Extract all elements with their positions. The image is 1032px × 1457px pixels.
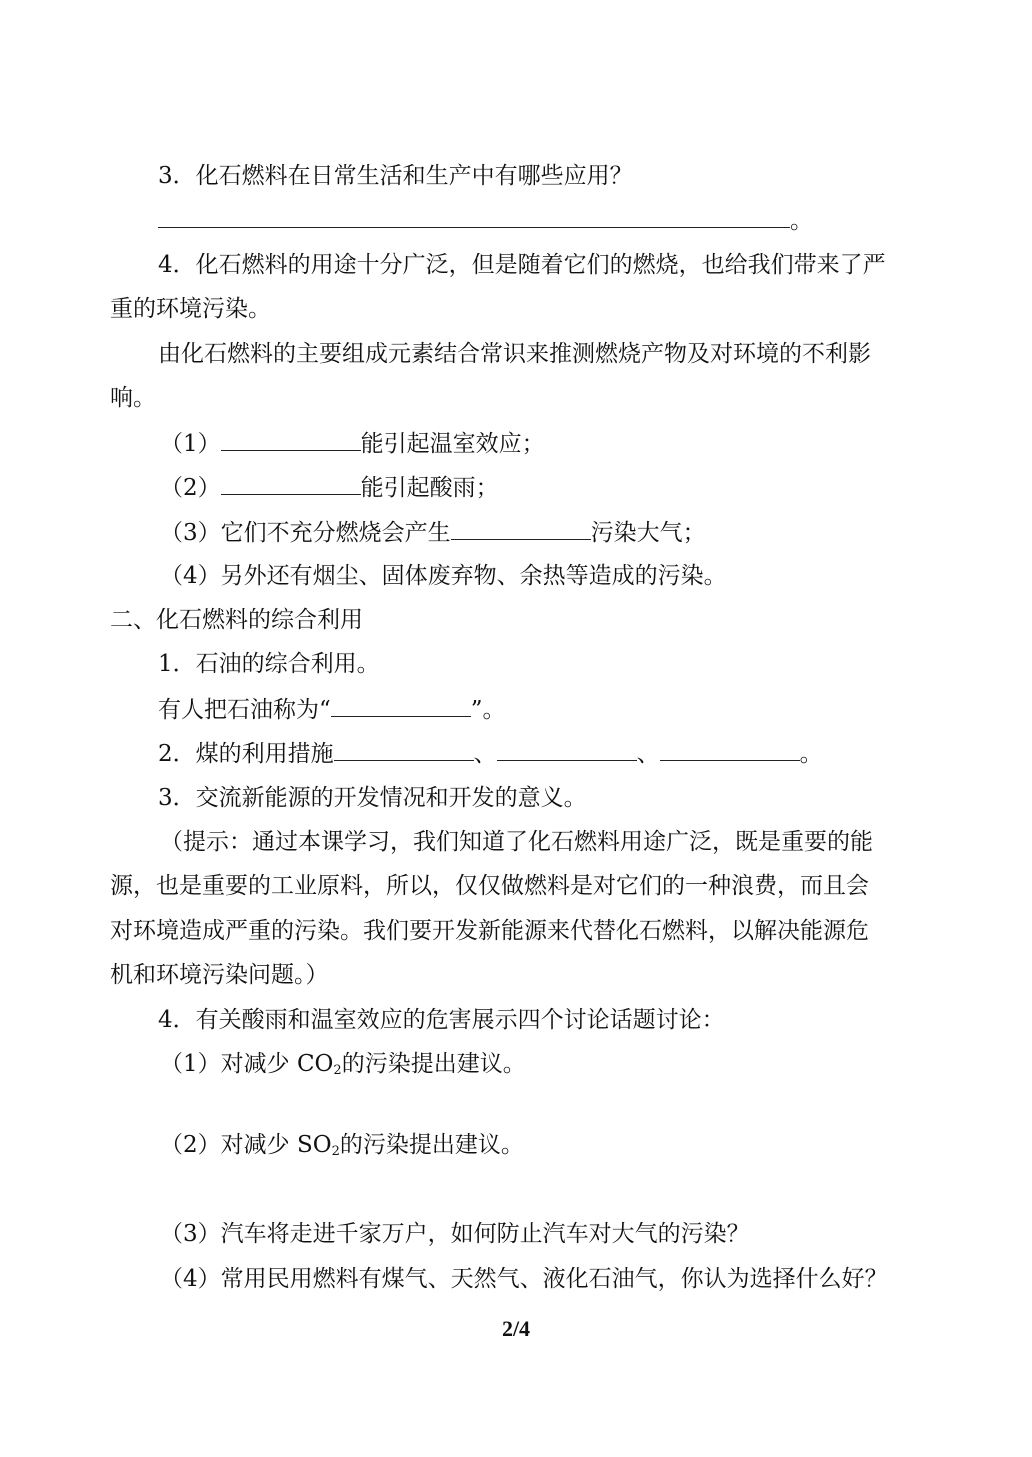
hint-line-4: 机和环境污染问题。）: [110, 962, 329, 988]
s2-p3: 3．交流新能源的开发情况和开发的意义。: [158, 785, 587, 811]
p2-prefix: 2．煤的利用措施: [158, 741, 334, 767]
s2-p1-fill: [158, 694, 506, 725]
item3-blank[interactable]: [451, 517, 591, 540]
q4-item3: [160, 517, 706, 548]
q4-item4: （4）另外还有烟尘、固体废弃物、余热等造成的污染。: [160, 563, 727, 589]
item1-label: （1）: [160, 431, 221, 457]
page-number: 2/4: [501, 1316, 531, 1341]
s2-p4: 4．有关酸雨和温室效应的危害展示四个讨论话题讨论：: [158, 1007, 725, 1033]
item3-label: （3）它们不充分燃烧会产生: [160, 520, 451, 546]
d2-prefix: （2）对减少 SO: [160, 1132, 332, 1158]
discussion-4: （4）常用民用燃料有煤气、天然气、液化石油气，你认为选择什么好？: [160, 1266, 888, 1292]
q3-answer-line: [158, 205, 813, 236]
d2-subscript: 2: [331, 1144, 340, 1159]
item3-suffix: 污染大气；: [590, 520, 706, 546]
q3-period: 。: [790, 208, 813, 234]
p2-sep2: 、: [636, 741, 660, 767]
p2-blank-3[interactable]: [660, 738, 800, 761]
item2-label: （2）: [160, 475, 221, 501]
item2-blank[interactable]: [221, 472, 361, 495]
d2-suffix: 的污染提出建议。: [339, 1132, 524, 1158]
s2-p1: 1．石油的综合利用。: [158, 651, 380, 677]
d1-prefix: （1）对减少 CO: [160, 1051, 334, 1077]
discussion-1: [160, 1049, 526, 1086]
p1-blank[interactable]: [331, 694, 471, 717]
q4-line4: 响。: [110, 385, 156, 411]
s2-p2: [158, 738, 823, 769]
item1-suffix: 能引起温室效应；: [360, 431, 545, 457]
discussion-2: [160, 1130, 524, 1167]
p2-blank-2[interactable]: [497, 738, 637, 761]
q3-text: 3．化石燃料在日常生活和生产中有哪些应用？: [158, 163, 633, 189]
q4-line1: 4．化石燃料的用途十分广泛，但是随着它们的燃烧，也给我们带来了严: [158, 252, 886, 278]
hint-line-3: 对环境造成严重的污染。我们要开发新能源来代替化石燃料，以解决能源危: [110, 918, 869, 944]
p2-sep1: 、: [473, 741, 497, 767]
section-title: 二、化石燃料的综合利用: [110, 607, 363, 633]
p1-fill-suffix: ”。: [470, 697, 506, 723]
p2-blank-1[interactable]: [334, 738, 474, 761]
q4-line3: 由化石燃料的主要组成元素结合常识来推测燃烧产物及对环境的不利影: [158, 341, 871, 367]
item1-blank[interactable]: [221, 428, 361, 451]
item2-suffix: 能引起酸雨；: [360, 475, 499, 501]
discussion-3: （3）汽车将走进千家万户，如何防止汽车对大气的污染？: [160, 1221, 750, 1247]
hint-line-2: 源，也是重要的工业原料，所以，仅仅做燃料是对它们的一种浪费，而且会: [110, 873, 869, 899]
d1-suffix: 的污染提出建议。: [341, 1051, 526, 1077]
q4-item2: [160, 472, 499, 503]
hint-line-1: （提示：通过本课学习，我们知道了化石燃料用途广泛，既是重要的能: [160, 829, 873, 855]
answer-blank[interactable]: [158, 205, 790, 228]
q4-line2: 重的环境污染。: [110, 296, 271, 322]
p1-fill-prefix: 有人把石油称为“: [158, 697, 331, 723]
d1-subscript: 2: [333, 1063, 342, 1078]
q4-item1: [160, 428, 545, 459]
p2-end: 。: [799, 741, 823, 767]
